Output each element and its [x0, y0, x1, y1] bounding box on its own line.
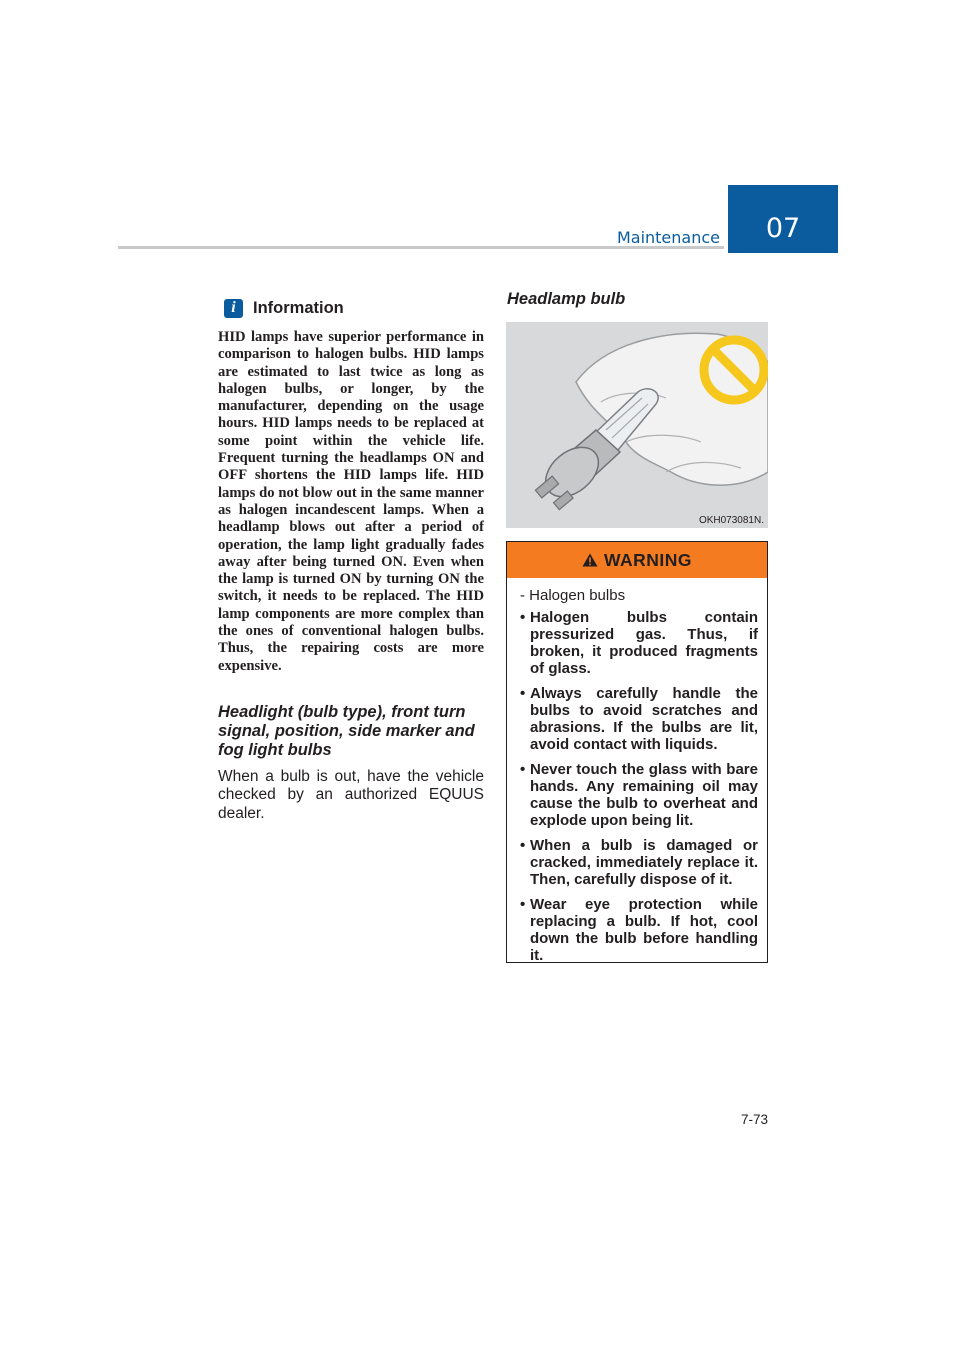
bulb-section-title: Headlight (bulb type), front turn signal, position, side marker and fog light bulbs	[218, 702, 475, 759]
bullet-icon: •	[520, 896, 526, 913]
section-label: Maintenance	[616, 228, 720, 247]
warning-header	[507, 542, 767, 578]
bullet-icon: •	[520, 761, 526, 778]
warning-item	[520, 896, 758, 964]
left-column	[218, 295, 484, 823]
figure-code: OKH073081N.	[698, 515, 764, 526]
warning-item-text: Never touch the glass with bare hands. Any remaining oil may cause the bulb to overheat and explode upon being lit.	[530, 761, 758, 829]
info-body: HID lamps have superior performance in comparison to halogen bulbs. HID lamps are estimated to last twice as long as halogen bulbs, or longer, by the manufacturer, depending on the usage hours. HID lamps needs to be replaced at some point within the vehicle life. Frequent turning the headlamps ON and OFF shortens the HID lamps life. HID lamps do not blow out in the same manner as halogen incandescent lamps. When a headlamp blows out after a period of operation, the lamp light gradually fades away after being turned ON. Even when the lamp is turned ON by turning ON the switch, it needs to be replaced. The HID lamp components are more complex than the ones of conventional halogen bulbs. Thus, the repairing costs are more expensive.	[218, 329, 484, 674]
info-heading	[218, 295, 484, 321]
warning-item-text: Always carefully handle the bulbs to avoid scratches and abrasions. If the bulbs are lit, avoid contact with liquids.	[530, 685, 758, 753]
page-number: 7-73	[740, 1112, 768, 1127]
headlamp-bulb-illustration	[506, 322, 768, 528]
warning-triangle-icon	[582, 553, 598, 567]
warning-item-text: Halogen bulbs contain pressurized gas. Thus, if broken, it produced fragments of glass.	[530, 609, 758, 677]
warning-item	[520, 761, 758, 829]
bullet-icon: •	[520, 837, 526, 854]
info-icon: i	[224, 299, 243, 318]
bulb-section-body: When a bulb is out, have the vehicle checked by an authorized EQUUS dealer.	[218, 767, 484, 822]
warning-item	[520, 609, 758, 677]
warning-title: WARNING	[603, 549, 693, 570]
warning-item-text: When a bulb is damaged or cracked, immediately replace it. Then, carefully dispose of it.	[530, 837, 758, 888]
chapter-number: 07	[765, 213, 801, 244]
bullet-icon: •	[520, 685, 526, 702]
bullet-icon: •	[520, 609, 526, 626]
info-title: Information	[253, 298, 344, 317]
warning-box	[506, 541, 768, 963]
headlamp-title: Headlamp bulb	[507, 290, 626, 308]
warning-item	[520, 685, 758, 753]
hand-holding-bulb-illustration	[506, 322, 768, 528]
chapter-tab	[728, 185, 838, 253]
warning-intro: - Halogen bulbs	[520, 587, 626, 604]
warning-item	[520, 837, 758, 888]
warning-item-text: Wear eye protection while replacing a bulb. If hot, cool down the bulb before handling it.	[530, 896, 758, 964]
warning-body	[507, 578, 767, 964]
